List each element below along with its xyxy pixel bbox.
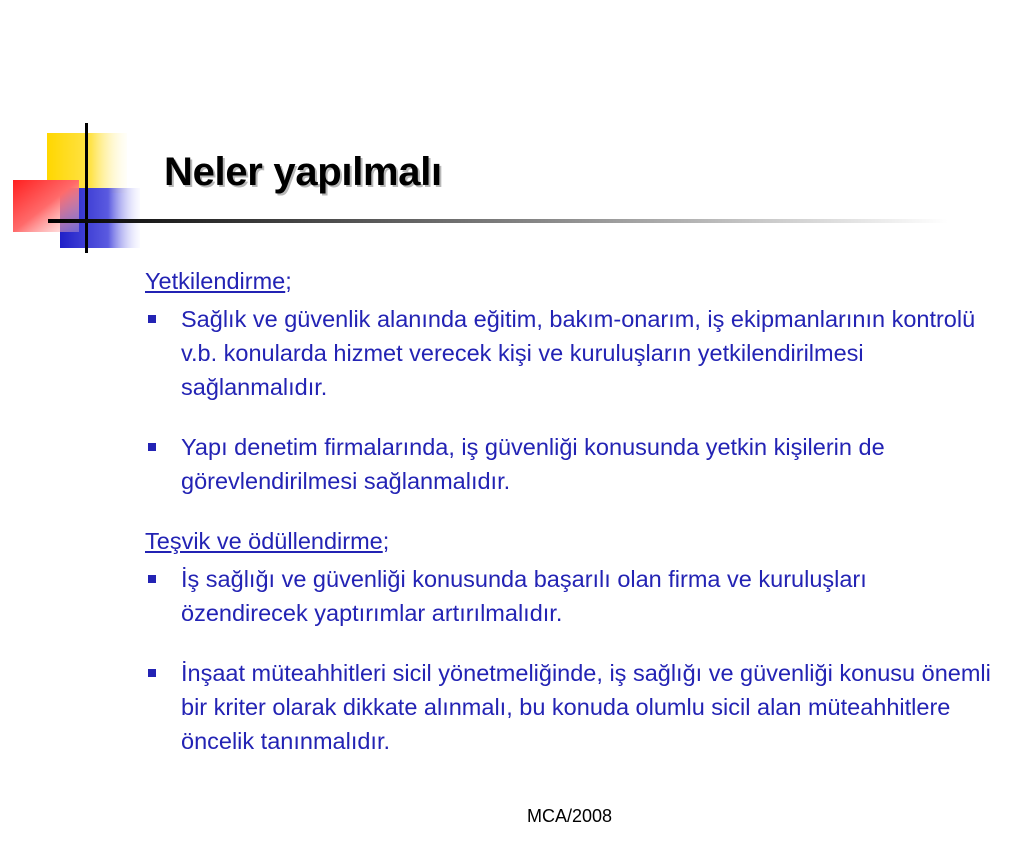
square-bullet-icon: [148, 575, 156, 583]
list-item: [145, 430, 995, 498]
slide-footer: MCA/2008: [527, 806, 613, 826]
slide-body: [145, 264, 995, 758]
list-item-text: Yapı denetim firmalarında, iş güvenliği konusunda yetkin kişilerin de görevlendirilmesi sağlanmalıdır.: [181, 434, 885, 494]
square-bullet-icon: [148, 443, 156, 451]
list-item-text: İnşaat müteahhitleri sicil yönetmeliğinde, iş sağlığı ve güvenliği konusu önemli bir kriter olarak dikkate alınmalı, bu konuda olumlu sicil alan müteahhitlere öncelik tanınmalıdır.: [181, 660, 991, 754]
title-underline: [48, 219, 948, 223]
section-heading: [145, 264, 995, 298]
list-item-text: İş sağlığı ve güvenliği konusunda başarılı olan firma ve kuruluşları özendirecek yaptırımlar artırılmalıdır.: [181, 566, 867, 626]
section-heading-suffix: ;: [285, 268, 292, 294]
section-heading: [145, 524, 995, 558]
slide-title: Neler yapılmalı: [164, 150, 442, 194]
bullet-list: [145, 562, 995, 758]
section-heading-text: Yetkilendirme: [145, 268, 286, 294]
square-bullet-icon: [148, 669, 156, 677]
bullet-list: [145, 302, 995, 498]
vertical-line: [85, 123, 88, 253]
list-item-text: Sağlık ve güvenlik alanında eğitim, bakım-onarım, iş ekipmanlarının kontrolü v.b. konularda hizmet verecek kişi ve kuruluşların yetkilendirilmesi sağlanmalıdır.: [181, 306, 976, 400]
square-bullet-icon: [148, 315, 156, 323]
section-heading-suffix: ;: [382, 528, 390, 554]
section-tesvik: [145, 524, 995, 758]
section-heading-text: Teşvik ve ödüllendirme: [145, 528, 383, 554]
list-item: [145, 656, 995, 758]
section-yetkilendirme: [145, 264, 995, 498]
decorative-corner-graphic: [0, 0, 1024, 260]
red-square: [13, 180, 79, 232]
list-item: [145, 562, 995, 630]
list-item: [145, 302, 995, 404]
